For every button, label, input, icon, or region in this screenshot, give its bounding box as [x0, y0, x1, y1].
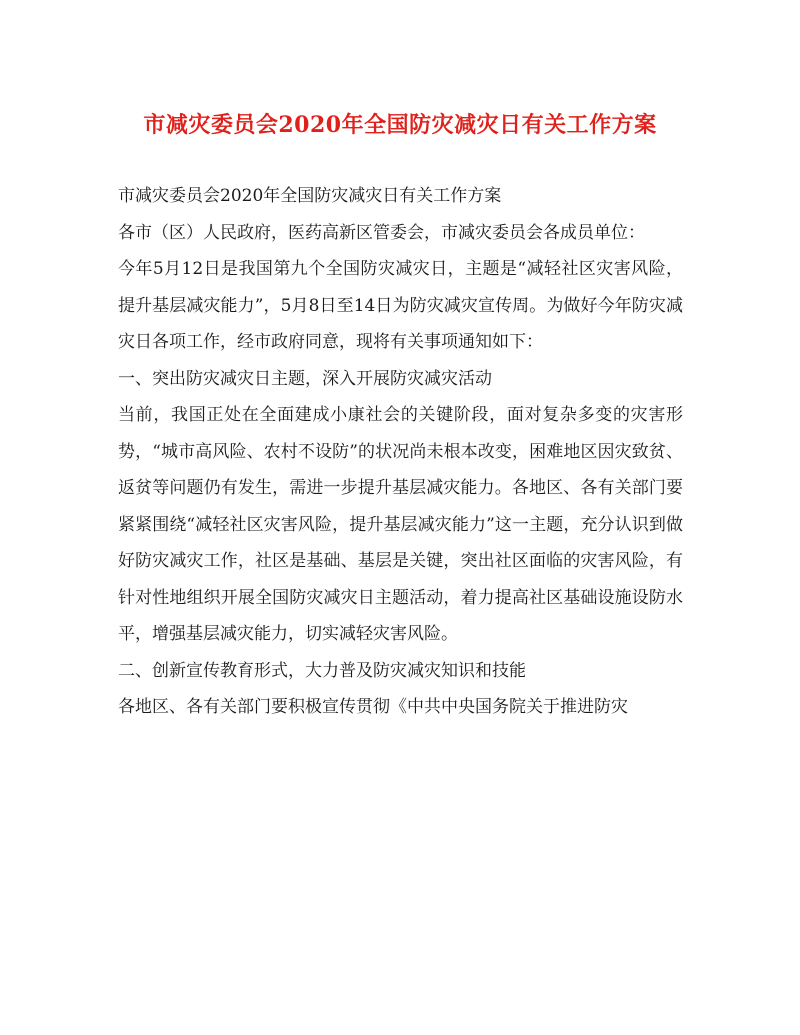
section-heading-2: 二、创新宣传教育形式，大力普及防灾减灾知识和技能: [118, 660, 526, 681]
paragraph-intro: 今年5月12日是我国第九个全国防灾减灾日，主题是“减轻社区灾害风险，提升基层减灾能力”，5月8日至14日为防灾减灾宣传周。为做好今年防灾减灾日各项工作，经市政府同意，现将有关事项通知如下：: [118, 259, 683, 352]
document-body: [118, 178, 683, 726]
document-title: 市减灾委员会2020年全国防灾减灾日有关工作方案: [143, 112, 657, 138]
section-heading-1: 一、突出防灾减灾日主题，深入开展防灾减灾活动: [118, 368, 492, 389]
paragraph-section-2: 各地区、各有关部门要积极宣传贯彻《中共中央国务院关于推进防灾: [118, 697, 628, 717]
paragraph-heading-repeat: 市减灾委员会2020年全国防灾减灾日有关工作方案: [118, 186, 502, 206]
paragraph-addressees: 各市（区）人民政府，医药高新区管委会，市减灾委员会各成员单位：: [118, 222, 645, 243]
paragraph-section-1: 当前，我国正处在全面建成小康社会的关键阶段，面对复杂多变的灾害形势，“城市高风险、农村不设防”的状况尚未根本改变，困难地区因灾致贫、返贫等问题仍有发生，需进一步提升基层减灾能力。各地区、各有关部门要紧紧围绕“减轻社区灾害风险，提升基层减灾能力”这一主题，充分认识到做好防灾减灾工作，社区是基础、基层是关键，突出社区面临的灾害风险，有针对性地组织开展全国防灾减灾日主题活动，着力提高社区基础设施设防水平，增强基层减灾能力，切实减轻灾害风险。: [118, 405, 683, 644]
